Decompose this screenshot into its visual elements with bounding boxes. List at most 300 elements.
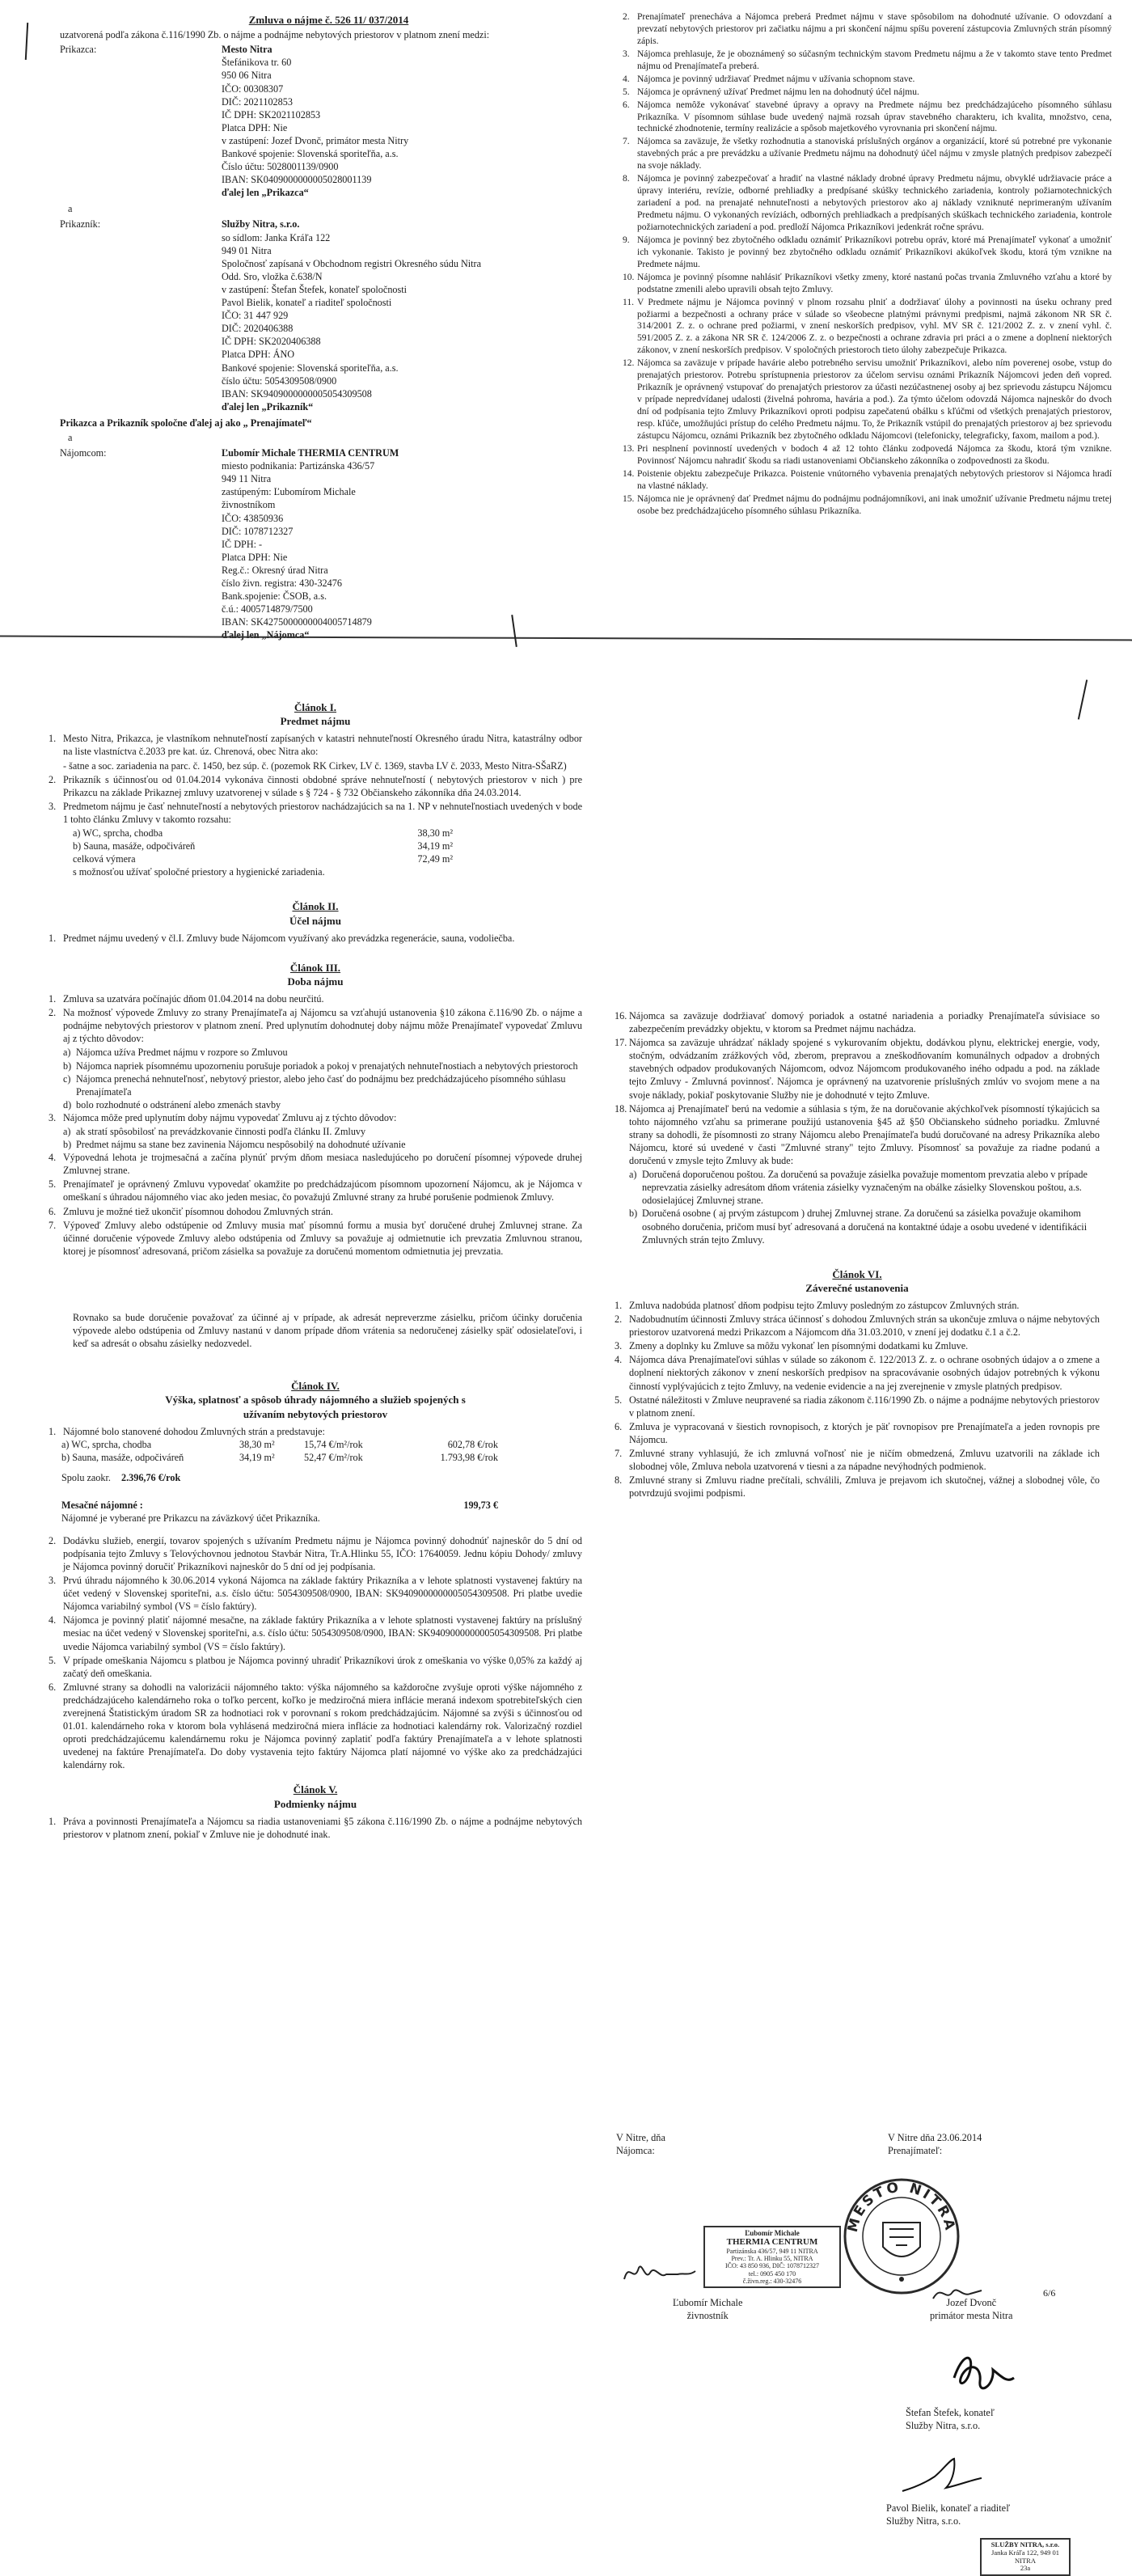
item-text: Nájomca je povinný udržiavať Predmet nájmu v užívania schopnom stave. [637, 74, 915, 84]
item-number: 3. [49, 1575, 57, 1587]
item-number: 5. [623, 87, 630, 97]
stamp-line: SLUŽBY NITRA, s.r.o. [990, 2540, 1060, 2549]
item-text: Poistenie objektu zabezpečuje Prikazca. Poistenie vnútorného vybavenia prenajatých nebytových priestorov si Nájomca hradí na vlastné náklady. [637, 468, 1112, 491]
sub-item-letter: b) [63, 1139, 72, 1151]
reason-item [63, 1098, 582, 1111]
bielik-signatory [886, 2502, 1010, 2528]
party-line: Služby Nitra, s.r.o. [222, 218, 300, 231]
sub-item-text: bolo rozhodnuté o odstránení alebo zmenách stavby [76, 1098, 281, 1110]
article-3-items [49, 1151, 582, 1258]
item-text: Zmluva je vypracovaná v šiestich rovnopisoch, z ktorých je päť rovnopisov pre Prenajímateľa a jeden rovnopis pre Nájomcu. [629, 1420, 1100, 1445]
sub-item-text: Nájomca napriek písomnému upozorneniu porušuje poriadok a pokoj v prenajatých nehnuteľnostiach a nebytových priestoroch [76, 1060, 578, 1072]
sub-item-text: Nájomca prenechá nehnuteľnosť, nebytový priestor, alebo jeho časť do podnájmu bez predchádzajúceho písomného súhlasu Prenajímateľa [76, 1072, 566, 1098]
article-item [615, 1299, 1100, 1312]
sub-item-letter: d) [63, 1098, 72, 1110]
contract-page-1 [0, 0, 1132, 647]
margin-mark [25, 23, 28, 60]
monthly-rent [61, 1499, 498, 1512]
rent-rate: 15,74 €/m²/rok [304, 1438, 363, 1450]
item-number: 3. [49, 800, 57, 812]
item-text: Nájomca je povinný platiť nájomné mesačne, na základe faktúry Prikazníka a v lehote splatnosti vystavenej faktúry na príslušný mesiac na účet vedený v Slovenskej sporiteľni, a.s. číslo účtu: 5054309508/0900, IBAN: SK9409000000005054309508. Pri platbe uvedie Nájomca variabilný symbol (VS = číslo faktúry). [63, 1614, 582, 1652]
rent-room: a) WC, sprcha, chodba [61, 1438, 152, 1450]
article-item [49, 1151, 582, 1177]
item-number: 2. [615, 1313, 623, 1326]
obligation-item [623, 468, 1112, 493]
sub-item-letter: b) [629, 1208, 638, 1220]
party-line: Platca DPH: ÁNO [222, 349, 295, 361]
party-line: zastúpeným: Ľubomírom Michale [222, 486, 356, 498]
item-text: Mesto Nitra, Prikazca, je vlastníkom nehnuteľností zapísaných v katastri nehnuteľností Okresného úradu Nitra, katastrálny odbor na liste vlastníctva č.2033 pre kat. úz. Chrenová, obec Nitra ako: [63, 733, 582, 758]
item-text: Prikazník s účinnosťou od 01.04.2014 vykonáva činnosti obdobné správe nehnuteľností ( nebytových priestorov v nich ) pre Prikazcu na základe Prikaznej zmluvy uzatvorenej v súlade s § 724 - § 732 Občianskeho zákonníka dňa 24.03.2014. [63, 773, 582, 798]
item-number: 5. [49, 1654, 57, 1666]
party-prikazca [60, 43, 598, 199]
party-line: DIČ: 2020406388 [222, 323, 294, 335]
obligation-item [623, 173, 1112, 234]
party-line: IČ DPH: SK2020406388 [222, 336, 321, 348]
svg-text:MESTO NITRA [845, 2180, 958, 2234]
articles-column [49, 696, 582, 2305]
stamp-line: THERMIA CENTRUM [726, 2237, 818, 2248]
signature-place: V Nitre dňa 23.06.2014 [888, 2132, 982, 2143]
item-text: Prenajímateľ je oprávnený Zmluvu vypovedať okamžite po predchádzajúcom písomnom upozornení Nájomcu, ak je Nájomca v omeškaní s úhradou nájomného viac ako jeden mesiac, čo považujú Zmluvné strany za hrubé porušenie podmienok Zmluvy. [63, 1178, 582, 1203]
party-line: IČO: 31 447 929 [222, 310, 289, 322]
item-text: Nájomca nie je oprávnený dať Predmet nájmu do podnájmu podnájomníkovi, ani inak umožniť užívanie Predmetu nájmu tretej osobe bez predchádzajúceho písomného súhlasu Prikazníka. [637, 493, 1112, 516]
party-details [222, 43, 598, 199]
item-text: Prenajímateľ prenecháva a Nájomca preberá Predmet nájmu v stave spôsobilom na dohodnuté užívanie. O odovzdaní a prevzatí nebytových priestorov pri začiatku nájmu a pri skončení nájmu spíšu poverení zástupcovia Zmluvných strán písomný zápis. [637, 12, 1112, 46]
party-line: 950 06 Nitra [222, 70, 272, 82]
stefek-signatory [906, 2407, 995, 2433]
signatory-org: Služby Nitra, s.r.o. [906, 2419, 981, 2431]
monthly-rent-note: Nájomné je vyberané pre Prikazcu na záväzkový účet Prikazníka. [61, 1512, 320, 1524]
reason-item [63, 1138, 582, 1151]
article-item [49, 1006, 582, 1045]
rent-total-label: Spolu zaokr. [61, 1471, 111, 1483]
article-5-title: Podmienky nájmu [273, 1797, 357, 1810]
party-line: č.ú.: 4005714879/7500 [222, 603, 313, 615]
article-4-items [49, 1425, 582, 1438]
signature-party: Prenajímateľ: [888, 2144, 943, 2156]
item-text: Nájomca nemôže vykonávať stavebné úpravy a opravy na Predmete nájmu bez predchádzajúceho písomného súhlasu Prikazníka. V písomnom súhlase bude uvedený najmä rozsah úprav stavebného charakteru, ich kvalita, množstvo, cena, technické zhodnotenie, termíny realizácie a spôsob majetkového vyrovnania pri skončení nájmu. [637, 99, 1112, 134]
article-2-items [49, 932, 582, 945]
sub-item-letter: c) [63, 1072, 71, 1085]
stamp-line: 23a [1020, 2564, 1031, 2573]
item-text: Nájomca sa zaväzuje dodržiavať domový poriadok a ostatné nariadenia a poriadky Prenajímateľa súvisiace so zabezpečením prevádzky objektu, v ktorom sa Predmet nájmu nachádza. [629, 1010, 1100, 1035]
stamp-line: IČO: 43 850 936, DIČ: 1078712327 [725, 2262, 819, 2270]
article-item [49, 1815, 582, 1841]
article-6-items [615, 1299, 1100, 1499]
item-number: 12. [623, 358, 635, 369]
item-number: 1. [49, 1815, 57, 1827]
obligation-item [615, 1009, 1100, 1035]
item-number: 2. [49, 1534, 57, 1546]
seal-text: MESTO NITRA [844, 2179, 959, 2235]
signatory-role: živnostník [686, 2309, 729, 2321]
item-text: Práva a povinnosti Prenajímateľa a Nájomcu sa riadia ustanoveniami §5 zákona č.116/1990 Zb. o nájme a podnájme nebytových priestorov v platnom znení, pokiaľ v Zmluve nie je dohodnuté inak. [63, 1815, 582, 1840]
party-line: IČ DPH: - [222, 538, 263, 550]
obligation-item [623, 493, 1112, 518]
item-number: 4. [615, 1354, 623, 1366]
item-number: 5. [49, 1178, 57, 1191]
monthly-rent-label: Mesačné nájomné : [61, 1499, 143, 1511]
article-item [615, 1420, 1100, 1446]
obligation-item [615, 1102, 1100, 1167]
room-row [73, 827, 453, 840]
tenant-signatory [673, 2297, 742, 2323]
party-line: živnostníkom [222, 499, 276, 511]
article-item [49, 732, 582, 758]
room-name: celková výmera [73, 853, 136, 865]
obligation-item [623, 297, 1112, 357]
party-line: Bankové spojenie: Slovenská sporiteľňa, a.s. [222, 362, 399, 374]
article-2-number: Článok II. [292, 900, 339, 913]
article-4-items [49, 1534, 582, 1772]
mayor-signatory [930, 2297, 1012, 2323]
article-item [615, 1474, 1100, 1499]
tenant-signature [621, 2257, 702, 2289]
article-item [49, 1614, 582, 1652]
party-line: Bank.spojenie: ČSOB, a.s. [222, 590, 327, 603]
party-line: IBAN: SK9409000000005054309508 [222, 387, 372, 400]
article-5-number: Článok V. [293, 1783, 338, 1796]
item-text: Výpovedná lehota je trojmesačná a začína plynúť prvým dňom mesiaca nasledujúceho po doručení písomnej výpovede druhej Zmluvnej strane. [63, 1152, 582, 1177]
party-line: Pavol Bielik, konateľ a riaditeľ spoločnosti [222, 297, 392, 309]
rent-area: 38,30 m² [239, 1438, 275, 1450]
delivery-note: Rovnako sa bude doručenie považovať za účinné aj v prípade, ak adresát nepreverzme zásielku, pričom účinky doručenia výpovede alebo odstúpenia od Zmluvy nastanú v danom prípade dňom vrátenia sa nedoručenej zásielky späť odosielateľovi, i keď sa adresát o obsahu zásielky nedozvedel. [73, 1311, 582, 1350]
article-4-number: Článok IV. [291, 1380, 340, 1393]
item-number: 7. [615, 1448, 623, 1460]
party-label: Nájomcom: [60, 447, 107, 459]
rent-rate: 52,47 €/m²/rok [304, 1451, 363, 1463]
item-number: 3. [49, 1111, 57, 1123]
termination-reasons [63, 1046, 582, 1110]
city-seal-icon [841, 2176, 962, 2297]
party-line: v zastúpení: Jozef Dvonč, primátor mesta Nitry [222, 134, 409, 146]
sub-item-text: Doručená osobne ( aj prvým zástupcom ) druhej Zmluvnej strane. Za doručenú sa zásielka považuje okamihom osobného doručenia, pričom musí byť adresovaná a doručená na kontaktné údaje a osobu uvedené v identifikácii Zmluvných strán tejto Zmluvy. [642, 1208, 1088, 1246]
obligation-item [623, 357, 1112, 442]
signatory-name: Pavol Bielik, konateľ a riaditeľ [886, 2502, 1011, 2514]
party-label: Prikazca: [60, 44, 97, 56]
item-text: Dodávku služieb, energií, tovarov spojených s užívaním Predmetu nájmu je Nájomca povinný dohodnúť najneskôr do 5 dní od podpísania tejto Zmluvy s Telovýchovnou jednotou Stavbár Nitra, Tr.A.Hlinku 55, IČO: 17640059. Jednu kópiu Dohody/ zmluvy je Nájomca povinný doručiť Prikazníkovi najneskôr do 5 dní od jej podpísania. [63, 1534, 582, 1572]
article-item [49, 1178, 582, 1203]
stamp-line: Janka Kráľa 122, 949 01 NITRA [991, 2548, 1059, 2565]
item-number: 8. [623, 174, 630, 184]
article-item [615, 1313, 1100, 1339]
party-najomca [60, 446, 598, 641]
party-alias: ďalej len „Nájomca“ [222, 629, 310, 641]
item-number: 8. [615, 1474, 623, 1487]
item-text: Nájomca prehlasuje, že je oboznámený so súčasným technickým stavom Predmetu nájmu a že v takomto stave tento Predmet nájmu od Prenajímateľa preberá. [637, 49, 1112, 71]
item-number: 10. [623, 272, 635, 282]
obligation-item [623, 49, 1112, 73]
item-text: Ostatné náležitosti v Zmluve neupravené sa riadia zákonom č.116/1990 Zb. o nájme a podnájme nebytových priestorov v platnom znení. [629, 1394, 1100, 1419]
obligation-item [623, 74, 1112, 86]
stamp-line: tel.: 0905 450 170 [748, 2269, 796, 2278]
article-item [615, 1353, 1100, 1392]
party-alias: ďalej len „Prikazník“ [222, 400, 314, 412]
item-text: Zmeny a doplnky ku Zmluve sa môžu vykonať len písomnými dodatkami ku Zmluve. [629, 1340, 969, 1352]
article-item [49, 1219, 582, 1258]
obligation-item [623, 272, 1112, 296]
sub-item-letter: a) [63, 1047, 71, 1059]
reason-item [63, 1072, 582, 1098]
item-number: 16. [615, 1010, 627, 1022]
article-item [49, 932, 582, 945]
party-details [222, 446, 598, 641]
item-text: V Predmete nájmu je Nájomca povinný v plnom rozsahu plniť a dodržiavať úlohy a povinnosti na úseku ochrany pred požiarmi a bezpečnosti a ochrany práce v súlade so všeobecne platnými právnymi predpismi, najmä zákonom NR SR č. 314/2001 Z. z. o ochrane pred požiarmi, v znení neskorších predpisov, vyhl. MV SR č. 121/2002 Z. z. v znení vyhl. č. 591/2005 Z. z. a zákona NR SR č. 124/2006 Z. z. o bezpečnosti a ochrane zdravia pri práci a o zmene a doplnení niektorých zákonov, v znení neskorších predpisov. V spoločných priestoroch tieto úlohy zabezpečuje Prikazca. [637, 297, 1112, 356]
party-line: Ľubomír Michale THERMIA CENTRUM [222, 447, 399, 459]
signature-party: Nájomca: [616, 2144, 655, 2156]
party-line: DIČ: 2021102853 [222, 95, 293, 108]
contract-title: Zmluva o nájme č. 526 11/ 037/2014 [248, 14, 409, 26]
company-stamp [980, 2538, 1071, 2576]
tenant-termination-reasons [63, 1125, 582, 1151]
party-line: IČ DPH: SK2021102853 [222, 108, 321, 121]
stamp-line: Partizánska 436/57, 949 11 NITRA [726, 2247, 818, 2255]
item-number: 6. [623, 99, 630, 110]
party-line: Platca DPH: Nie [222, 121, 288, 133]
signature-place-right [888, 2132, 982, 2158]
item-number: 14. [623, 468, 635, 479]
item-text: Výpoveď Zmluvy alebo odstúpenie od Zmluvy musia mať písomnú formu a musia byť doručené druhej Zmluvnej strane. Za účinné doručenie výpovede Zmluvy alebo odstúpenia od Zmluvy sa považuje aj odmietnutie ich prevzatia Zmluvnou stranou, ktorej je písomnosť adresovaná, pričom zásielka sa považuje za doručenú momentom odmietnutia jej prevzatia. [63, 1219, 582, 1257]
party-line: Číslo účtu: 5028001139/0900 [222, 161, 339, 173]
item-text: Nájomné bolo stanovené dohodou Zmluvných strán a predstavuje: [63, 1425, 325, 1437]
party-line: DIČ: 1078712327 [222, 525, 294, 537]
and-word: a [68, 431, 73, 443]
party-line: IBAN: SK0409000000005028001139 [222, 174, 372, 186]
item-text: Nájomca aj Prenajímateľ berú na vedomie a súhlasia s tým, že na doručovanie akýchkoľvek písomností týkajúcich sa tohto nájomného vzťahu sa primerane použijú ustanovenia §45 až §50 Občianskeho súdneho poriadku. Zmluvné strany sa dohodli, že písomnosti zo strany Nájomcu alebo Prenajímateľa budú doručované na adresy Prikazníka alebo Nájomcu, ktoré sú uvedené v časti "Zmluvné strany" tejto Zmluvy. Písomnosť sa považuje za riadne podanú a doručenú v zmysle tejto Zmluvy ak bude: [629, 1102, 1100, 1167]
tenant-stamp [703, 2226, 841, 2288]
sub-item-text: Doručená doporučenou poštou. Za doručenú sa považuje zásielka považuje momentom prevzatia alebo v prípade neprevzatia zásielky adresátom dňom vrátenia zásielky vyznačeným na obálke zásielky Slovenskou poštou, a.s. odosielajúcej Zmluvnej strane. [642, 1169, 1088, 1207]
item-number: 11. [623, 297, 634, 307]
monthly-rent-value: 199,73 € [463, 1499, 498, 1511]
item-text: Nájomca sa zaväzuje v prípade havárie alebo potrebného servisu umožniť Prikazníkovi, alebo ním poverenej osobe, vstup do prenajatých priestorov. Potrebu sprístupnenia priestorov za účelom servisu oznámi Prikazník Nájomcovi jeden deň vopred. Prikazník je oprávnený vstupovať do prenajatých priestorov za účasti nezúčastnenej osoby aj bez sprievodu zástupcu Nájomcu v prípade nepredvídanej udalosti (živelná pohroma, havária a pod.). Za týmto účelom odovzdá Nájomca najneskôr do dvoch dní od podpísania tejto Zmluvy Prikazníkovi oproti podpisu zapečatenú obálku s kľúčmi od všetkých prenajatých priestorov, resp. kľúče, umožňujúci prístup do celého Predmetu nájmu. To, že Prikazník vstúpil do prenajatých priestorov aj bez sprievodu zástupcu Nájomcu, oznámi Prikazník bez zbytočného odkladu Nájomcovi (telefonicky, telegraficky, faxom, mailom a pod.). [637, 358, 1112, 441]
article-6-number: Článok VI. [832, 1267, 882, 1280]
party-details [222, 218, 598, 412]
item-text: Zmluva nadobúda platnosť dňom podpisu tejto Zmluvy posledným zo zástupcov Zmluvných strán. [629, 1300, 1020, 1311]
article-6-title: Záverečné ustanovenia [805, 1281, 909, 1294]
room-area: 34,19 m² [417, 840, 453, 852]
obligation-item [615, 1036, 1100, 1101]
item-number: 4. [49, 1152, 57, 1164]
rent-room: b) Sauna, masáže, odpočiváreň [61, 1451, 184, 1463]
reason-item [63, 1125, 582, 1138]
item-text: Nájomca je povinný písomne nahlásiť Prikazníkovi všetky zmeny, ktoré nastanú počas trvania Zmluvného vzťahu a ktoré by podstatne zmenili alebo upravili obsah tejto Zmluvy. [637, 272, 1112, 294]
obligation-item [623, 136, 1112, 172]
item-text: Na možnosť výpovede Zmluvy zo strany Prenajímateľa aj Nájomcu sa vzťahujú ustanovenia §10 zákona č.116/90 Zb. o nájme a podnájme nebytových priestorov v platnom znení. Pred uplynutím dohodnutej doby nájmu môže Prenajímateľ vypovedať Zmluvu aj z týchto dôvodov: [63, 1007, 582, 1045]
article-1-title: Predmet nájmu [280, 715, 351, 728]
bielik-signature [898, 2455, 986, 2496]
article-item [49, 1654, 582, 1680]
article-item [615, 1394, 1100, 1419]
article-4-title: Výška, splatnosť a spôsob úhrady nájomného a služieb spojených s užívaním nebytových priestorov [165, 1394, 466, 1420]
item-number: 7. [623, 137, 630, 147]
obligations-list [623, 11, 1112, 517]
party-prikaznik [60, 218, 598, 412]
reason-item [63, 1046, 582, 1059]
stamp-line: č.živn.reg.: 430-32476 [742, 2277, 802, 2285]
party-label: Prikazník: [60, 218, 101, 231]
party-line: Spoločnosť zapísaná v Obchodnom registri Okresného súdu Nitra [222, 257, 482, 269]
obligation-item [623, 235, 1112, 271]
party-line: číslo živn. registra: 430-32476 [222, 577, 342, 589]
reason-item [63, 1060, 582, 1072]
party-line: IČO: 43850936 [222, 512, 284, 524]
item-number: 3. [615, 1340, 623, 1352]
party-line: IČO: 00308307 [222, 82, 284, 95]
sub-item-letter: a) [629, 1169, 637, 1181]
rent-area: 34,19 m² [239, 1451, 275, 1463]
item-text: V prípade omeškania Nájomcu s platbou je Nájomca povinný uhradiť Prikazníkovi úrok z omeškania vo výške 0,05% za každý aj začatý deň omeškania. [63, 1654, 582, 1679]
article-item [49, 1425, 582, 1438]
page-number: 6/6 [1043, 2287, 1056, 2299]
article-item [49, 773, 582, 799]
item-number: 6. [49, 1681, 57, 1693]
article-item [49, 992, 582, 1005]
item-text: Zmluvné strany si Zmluvu riadne prečítali, schválili, Zmluva je prejavom ich skutočnej, vážnej a slobodnej vôle, čo potvrdzujú svojimi podpismi. [629, 1474, 1100, 1499]
item-text: Predmetom nájmu je časť nehnuteľností a nebytových priestorov nachádzajúcich sa na 1. NP v nehnuteľnostiach uvedených v bode 1 tohto článku Zmluvy v takomto rozsahu: [63, 800, 582, 825]
item-text: Prvú úhradu nájomného k 30.06.2014 vykoná Nájomca na základe faktúry Prikazníka a v lehote splatnosti vystavenej faktúry na účet vedený v Slovenskej sporiteľni, a.s. číslo účtu: 5054309508/0900, IBAN: SK9409000000005054309508. Pri platbe uvedie Nájomca variabilný symbol (VS = číslo faktúry). [63, 1575, 582, 1613]
party-line: so sídlom: Janka Kráľa 122 [222, 231, 331, 243]
item-number: 1. [49, 1425, 57, 1437]
signatory-org: Služby Nitra, s.r.o. [886, 2515, 961, 2527]
rent-total: 602,78 €/rok [447, 1438, 498, 1450]
room-area: 38,30 m² [417, 827, 453, 839]
obligation-item [623, 11, 1112, 48]
item-text: Nájomca dáva Prenajímateľovi súhlas v súlade so zákonom č. 122/2013 Z. z. o ochrane osobných údajov a o zmene a doplnení niektorých zákonov v znení neskorších predpisov na spracovávanie osobných údajov potrebných k výkonu činností vyplývajúcich z tejto Zmluvy, na vedenie evidencie a na jej zverejnenie v zmysle platných predpisov. [629, 1354, 1100, 1392]
item-text: Nadobudnutím účinnosti Zmluvy stráca účinnosť s dohodou Zmluvných strán sa ukončuje zmluva o nájme nebytových priestorov uzatvorená medzi Prikazcom a Nájomcom dňa 31.03.2010, v znení jej dodatku č.1 a č.2. [629, 1313, 1100, 1339]
obligation-item [623, 99, 1112, 136]
rent-total-value: 2.396,76 €/rok [120, 1471, 181, 1483]
item-number: 6. [615, 1420, 623, 1432]
item-text: Pri nesplnení povinností uvedených v bodoch 4 až 12 tohto článku zodpovedá Nájomca za škodu, ktorá tým vznikne. Povinnosť Nájomcu nahradiť škodu sa riadi ustanoveniami Občianskeho zákonníka o zodpovednosti za škodu. [637, 443, 1112, 466]
sub-item-text: ak stratí spôsobilosť na prevádzkovanie činnosti podľa článku II. Zmluvy [76, 1126, 366, 1137]
room-area: 72,49 m² [417, 853, 453, 865]
room-name: a) WC, sprcha, chodba [73, 827, 163, 839]
signature-place-left [616, 2132, 665, 2158]
item-number: 13. [623, 443, 635, 454]
item-number: 6. [49, 1205, 57, 1217]
sub-item-letter: b) [63, 1060, 72, 1072]
item-number: 17. [615, 1037, 627, 1049]
article-3-title: Doba nájmu [287, 975, 344, 988]
item-text: Predmet nájmu uvedený v čl.I. Zmluvy bude Nájomcom využívaný ako prevádzka regenerácie, sauna, vodoliečba. [63, 932, 515, 944]
delivery-item [629, 1207, 1100, 1246]
article-1-number: Článok I. [294, 701, 337, 713]
item-number: 2. [49, 1007, 57, 1019]
delivery-methods [629, 1168, 1100, 1246]
signatory-name: Ľubomír Michale [673, 2297, 743, 2308]
item-number: 2. [623, 12, 630, 22]
item-number: 1. [49, 932, 57, 944]
party-line: Platca DPH: Nie [222, 551, 288, 563]
sub-item-text: Predmet nájmu sa stane bez zavinenia Nájomcu nespôsobilý na dohodnuté užívanie [76, 1139, 406, 1151]
item-text: Zmluvu je možné tiež ukončiť písomnou dohodou Zmluvných strán. [63, 1205, 333, 1217]
party-line: číslo účtu: 5054309508/0900 [222, 374, 337, 387]
party-line: Reg.č.: Okresný úrad Nitra [222, 564, 328, 576]
article-item [49, 1681, 582, 1772]
item-text: Zmluva sa uzatvára počínajúc dňom 01.04.2014 na dobu neurčitú. [63, 993, 324, 1005]
item-number: 3. [623, 49, 630, 59]
item-number: 4. [49, 1614, 57, 1626]
obligation-item [623, 87, 1112, 99]
margin-mark [1078, 679, 1088, 719]
party-line: Bankové spojenie: Slovenská sporiteľňa, a.s. [222, 148, 399, 159]
article-3-items [49, 1111, 582, 1124]
item-number: 2. [49, 773, 57, 785]
item-number: 1. [49, 733, 57, 745]
article-item [49, 1534, 582, 1573]
signatory-name: Štefan Štefek, konateľ [906, 2407, 995, 2418]
article-2-title: Účel nájmu [289, 914, 341, 927]
final-provisions-column [615, 1009, 1100, 2303]
item-text: Nájomca je povinný bez zbytočného odkladu oznámiť Prikazníkovi potrebu opráv, ktoré má Prenajímateľ vykonať a umožniť ich vykonanie. Takisto je povinný bez zbytočného odkladu oznámiť Prikazníkovi akúkoľvek škodu, ktorá tým vznikne na Predmete nájmu. [637, 235, 1112, 269]
and-word: a [68, 203, 73, 215]
item-number: 7. [49, 1219, 57, 1231]
article-item [49, 1111, 582, 1124]
party-line: IBAN: SK4275000000004005714879 [222, 616, 372, 628]
article-item [615, 1339, 1100, 1352]
item-number: 9. [623, 235, 630, 245]
item-number: 1. [615, 1300, 623, 1311]
signature-place: V Nitre, dňa [616, 2132, 665, 2143]
article-item [49, 800, 582, 826]
sub-item-letter: a) [63, 1126, 71, 1137]
contract-intro: uzatvorená podľa zákona č.116/1990 Zb. o nájme a podnájme nebytových priestorov v platnom znení medzi: [60, 29, 490, 41]
article-item [49, 759, 582, 772]
party-line: Štefánikova tr. 60 [222, 57, 292, 69]
item-text: Nájomca môže pred uplynutím doby nájmu vypovedať Zmluvu aj z týchto dôvodov: [63, 1111, 397, 1123]
party-line: miesto podnikania: Partizánska 436/57 [222, 460, 375, 472]
sub-item-text: Nájomca užíva Predmet nájmu v rozpore so Zmluvou [76, 1047, 288, 1059]
party-line: Odd. Sro, vložka č.638/N [222, 270, 323, 282]
delivery-item [629, 1168, 1100, 1207]
item-text: Nájomca je oprávnený užívať Predmet nájmu len na dohodnutý účel nájmu. [637, 87, 919, 97]
article-1-items [49, 732, 582, 826]
party-alias: ďalej len „Prikazca“ [222, 187, 309, 199]
item-text: - šatne a soc. zariadenia na parc. č. 1450, bez súp. č. (pozemok RK Cirkev, LV č. 1369, stavba LV č. 2033, Mesto Nitra-SŠaRZ) [63, 759, 567, 772]
item-number: 15. [623, 493, 635, 504]
party-line: 949 01 Nitra [222, 244, 272, 256]
item-number [49, 759, 63, 772]
item-text: Nájomca sa zaväzuje uhrádzať náklady spojené s vykurovaním objektu, dodávkou plynu, elektrickej energie, vody, stočným, odvádzaním zrážkových vôd, zberom, prepravou a zneškodňovaním komunálnych odpadov a drobných stavebných odpadov produkovaných Nájomcom, odvoz Nájomcom produkovaného iného odpadu a pod. na základe tejto Zmluvy - Zmluvná povinnosť. Nájomca je oprávnený na uzatvorenie príslušných zmlúv vo svojom mene a na svoje náklady, pokiaľ poskytovanie Služby nie je dohodnuté v tejto Zmluve. [629, 1037, 1100, 1101]
room-row [73, 840, 453, 852]
rent-table [61, 1439, 582, 1465]
item-number: 4. [623, 74, 630, 84]
item-text: Zmluvné strany vyhlasujú, že ich zmluvná voľnosť nie je ničím obmedzená, Zmluvu uzatvorili na základe ich slobodnej vôle, Zmluva nebola uzatvorená v tiesni a za nápadne nevýhodných podmienok. [629, 1448, 1100, 1473]
obligation-item [623, 443, 1112, 467]
stefek-signature [946, 2345, 1019, 2402]
rent-total: 1.793,98 €/rok [440, 1451, 498, 1463]
obligations-column [623, 11, 1112, 634]
rooms-note: s možnosťou užívať spoločné priestory a hygienické zariadenia. [73, 866, 325, 878]
article-item [49, 1574, 582, 1613]
party-line: v zastúpení: Štefan Štefek, konateľ spoločnosti [222, 283, 408, 295]
item-text: Nájomca sa zaväzuje, že všetky rozhodnutia a stanoviská príslušných orgánov a organizácií, ktoré sú potrebné pre vykonanie stavebných prác a pre prevádzku a užívanie Predmetu nájmu na dohodnutý účel nájmu v zmysle platných predpisov zabezpečí na svoje náklady. [637, 137, 1112, 171]
signatory-role: primátor mesta Nitra [930, 2309, 1013, 2321]
article-item [615, 1447, 1100, 1473]
contract-page-2 [0, 647, 1132, 2573]
item-text: Nájomca je povinný zabezpečovať a hradiť na vlastné náklady drobné úpravy Predmetu nájmu, obvyklé udržiavacie práce a úpravy interiéru, revízie, odborné prehliadky a predpísané skúšky technického zariadenia, kontroly požiarnotechnických zariadení a pod. na prenajaté nehnuteľnosti a nebytových priestorov ako aj náklady vzniknuté neprimeraným užívaním Predmetu nájmu. O vykonaných revíziách, odborných prehliadkach a predpísaných skúškach technického zariadenia, kontrole požiarnotechnických zariadení a pod. predloží Nájomca Prikazníkovi jedenkrát ročne správu. [637, 174, 1112, 232]
parties-column [60, 13, 598, 641]
party-line: Mesto Nitra [222, 44, 272, 56]
room-area-list [73, 827, 453, 865]
stamp-line: Prev.: Tr. A. Hlinku 55, NITRA [731, 2255, 813, 2263]
article-item [49, 1205, 582, 1218]
item-number: 5. [615, 1394, 623, 1406]
item-number: 1. [49, 993, 57, 1005]
room-row [73, 852, 453, 865]
rent-total [61, 1471, 582, 1484]
